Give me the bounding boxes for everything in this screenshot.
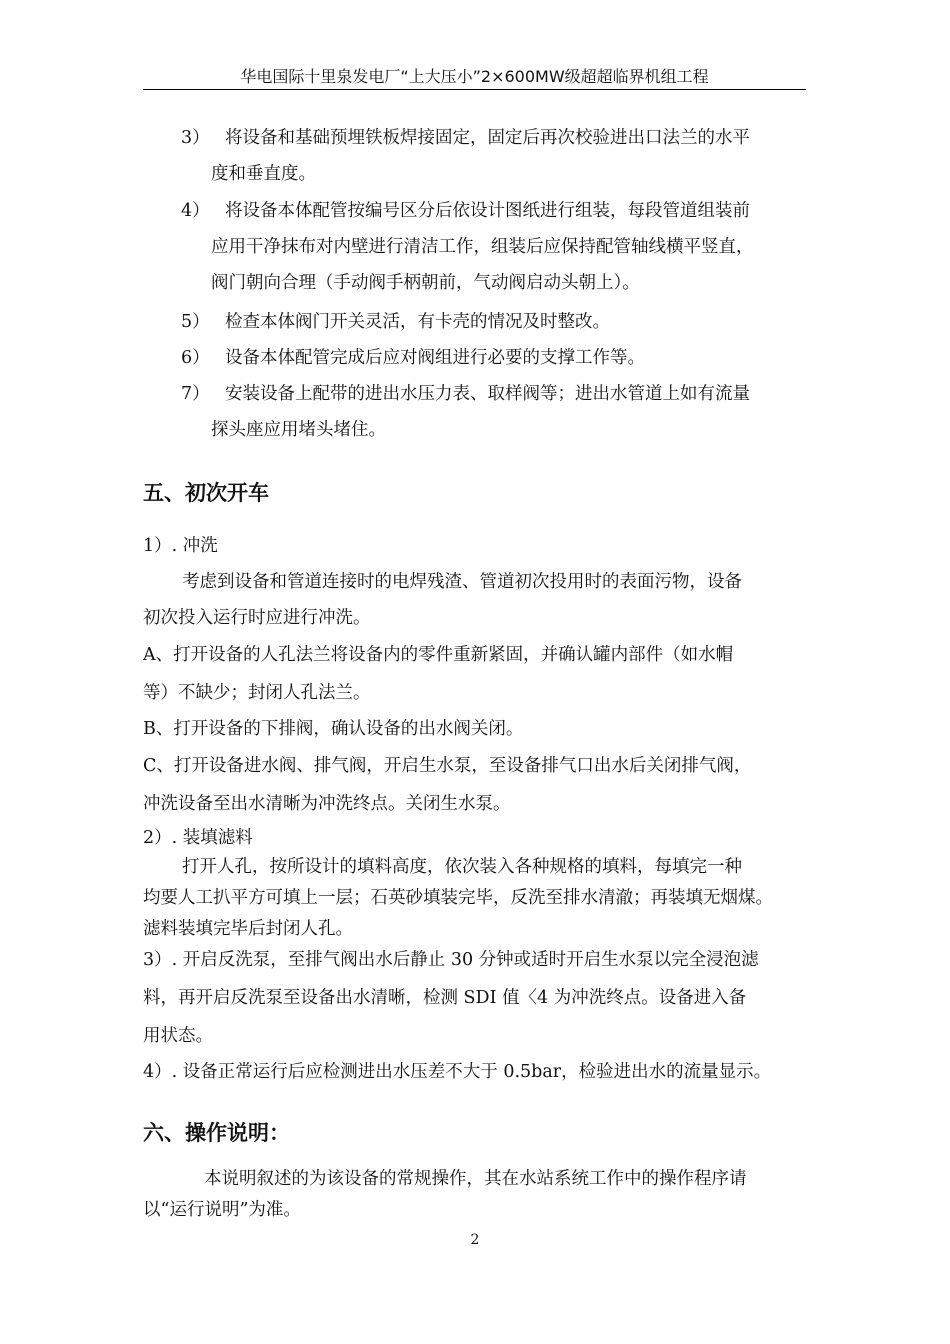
paragraph-line: 3）. 开启反洗泵，至排气阀出水后静止 30 分钟或适时开启生水泵以完全浸泡滤 (143, 950, 759, 970)
paragraph-line: 4）. 设备正常运行后应检测进出水压差不大于 0.5bar，检验进出水的流量显示。 (143, 1062, 772, 1082)
page-number: 2 (470, 1232, 480, 1248)
step-7 (181, 376, 750, 412)
step-text: 安装设备上配带的进出水压力表、取样阀等；进出水管道上如有流量 (225, 384, 750, 404)
step-text: 设备本体配管完成后应对阀组进行必要的支撑工作等。 (225, 348, 645, 368)
paragraph-line: B、打开设备的下排阀，确认设备的出水阀关闭。 (143, 719, 524, 739)
step-3 (181, 120, 750, 156)
step-6 (181, 340, 645, 376)
paragraph-line: 本说明叙述的为该设备的常规操作，其在水站系统工作中的操作程序请 (204, 1169, 747, 1189)
step-text: 检查本体阀门开关灵活，有卡壳的情况及时整改。 (225, 312, 610, 332)
paragraph-line: 考虑到设备和管道连接时的电焊残渣、管道初次投用时的表面污物，设备 (182, 572, 742, 592)
step-4-continued: 应用干净抹布对内壁进行清洁工作，组装后应保持配管轴线横平竖直， (211, 237, 754, 257)
paragraph-line: A、打开设备的人孔法兰将设备内的零件重新紧固，并确认罐内部件（如水帽 (143, 645, 734, 665)
step-number: 5） (181, 312, 210, 332)
page-header: 华电国际十里泉发电厂“上大压小”2×600MW级超超临界机组工程 (240, 67, 709, 86)
step-7-continued: 探头座应用堵头堵住。 (211, 420, 386, 440)
step-text: 将设备本体配管按编号区分后依设计图纸进行组装，每段管道组装前 (225, 201, 750, 221)
paragraph-line: 料，再开启反洗泵至设备出水清晰，检测 SDI 值〈4 为冲洗终点。设备进入备 (143, 988, 747, 1008)
section-heading: 五、初次开车 (143, 481, 269, 505)
subsection-title: 1）. 冲洗 (143, 536, 218, 556)
step-number: 3） (181, 128, 210, 148)
paragraph-line: 均要人工扒平方可填上一层；石英砂填装完毕，反洗至排水清澈；再装填无烟煤。 (143, 888, 773, 908)
step-4 (181, 193, 750, 229)
step-number: 4） (181, 201, 210, 221)
step-text: 将设备和基础预埋铁板焊接固定，固定后再次校验进出口法兰的水平 (225, 128, 750, 148)
paragraph-line: 初次投入运行时应进行冲洗。 (143, 608, 371, 628)
header-rule (143, 89, 806, 90)
step-number: 7） (181, 384, 210, 404)
paragraph-line: 滤料装填完毕后封闭人孔。 (143, 919, 353, 939)
step-number: 6） (181, 348, 210, 368)
paragraph-line: 用状态。 (143, 1026, 213, 1046)
paragraph-line: 以“运行说明”为准。 (143, 1200, 301, 1220)
step-5 (181, 304, 610, 340)
section-heading: 六、操作说明： (143, 1121, 290, 1145)
paragraph-line: 打开人孔，按所设计的填料高度，依次装入各种规格的填料，每填完一种 (182, 857, 742, 877)
paragraph-line: 等）不缺少；封闭人孔法兰。 (143, 683, 371, 703)
paragraph-line: 冲洗设备至出水清晰为冲洗终点。关闭生水泵。 (143, 794, 511, 814)
step-3-continued: 度和垂直度。 (211, 164, 316, 184)
step-4-continued: 阀门朝向合理（手动阀手柄朝前，气动阀启动头朝上）。 (211, 273, 640, 293)
subsection-title: 2）. 装填滤料 (143, 828, 253, 848)
paragraph-line: C、打开设备进水阀、排气阀，开启生水泵，至设备排气口出水后关闭排气阀， (143, 756, 752, 776)
